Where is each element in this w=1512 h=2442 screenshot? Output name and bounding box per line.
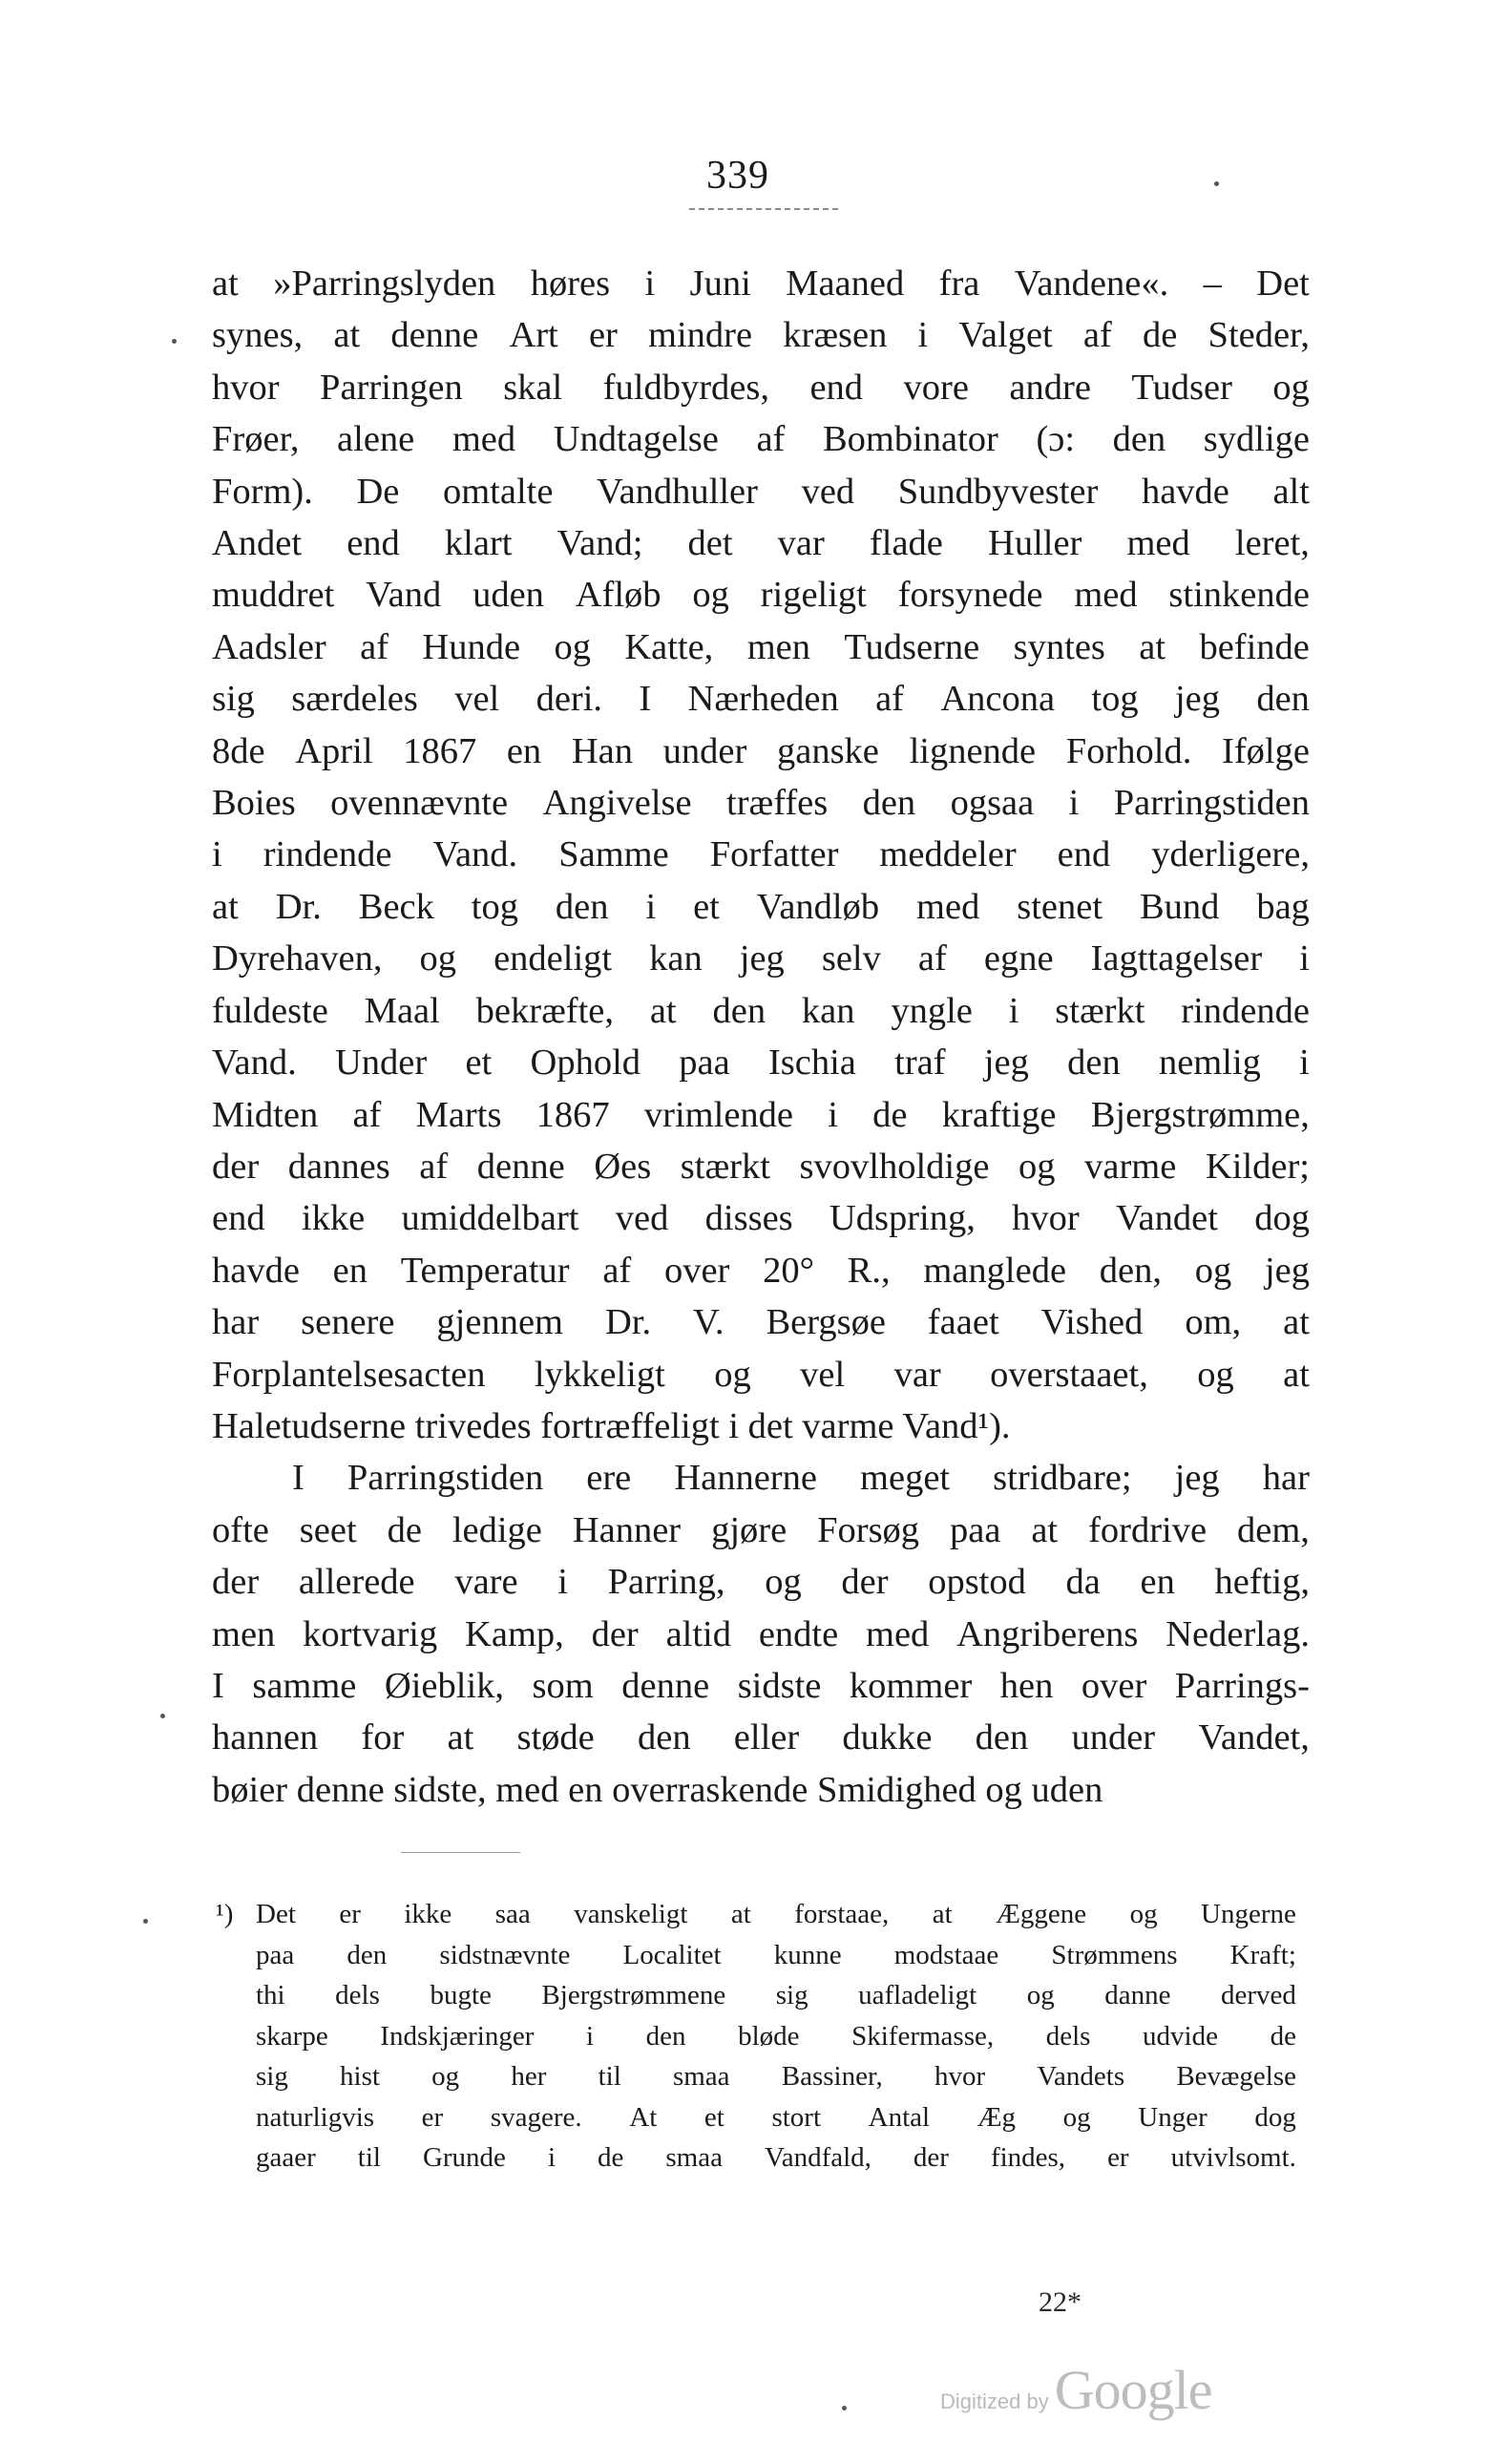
google-logo: Google bbox=[1054, 2359, 1212, 2421]
body-line: sig særdeles vel deri. I Nærheden af Ancona tog jeg den bbox=[212, 679, 1310, 720]
footnote-marker: ¹) bbox=[216, 1899, 234, 1929]
page-number-rule bbox=[689, 208, 838, 210]
body-line: at Dr. Beck tog den i et Vandløb med stenet Bund bag bbox=[212, 886, 1310, 927]
footnote-line: paa den sidstnævnte Localitet kunne modstaae Strømmens Kraft; bbox=[256, 1939, 1296, 1970]
footnote-line: thi dels bugte Bjergstrømmene sig uafladeligt og danne derved bbox=[256, 1980, 1296, 2010]
scan-speck bbox=[143, 1919, 148, 1924]
body-line: men kortvarig Kamp, der altid endte med Angriberens Nederlag. bbox=[212, 1613, 1310, 1654]
body-line: hannen for at støde den eller dukke den under Vandet, bbox=[212, 1717, 1310, 1758]
body-line: har senere gjennem Dr. V. Bergsøe faaet Vished om, at bbox=[212, 1302, 1310, 1343]
body-line: der dannes af denne Øes stærkt svovlholdige og varme Kilder; bbox=[212, 1146, 1310, 1187]
footnote-line: Det er ikke saa vanskeligt at forstaae, at Æggene og Ungerne bbox=[256, 1899, 1296, 1929]
signature-mark: 22* bbox=[1039, 2286, 1082, 2318]
body-line: at »Parringslyden høres i Juni Maaned fra Vandene«. – Det bbox=[212, 263, 1310, 304]
scan-speck bbox=[172, 339, 177, 344]
body-line: havde en Temperatur af over 20° R., manglede den, og jeg bbox=[212, 1250, 1310, 1291]
body-line: Midten af Marts 1867 vrimlende i de kraftige Bjergstrømme, bbox=[212, 1094, 1310, 1135]
body-line: Forplantelsesacten lykkeligt og vel var overstaaet, og at bbox=[212, 1354, 1310, 1395]
body-line: Frøer, alene med Undtagelse af Bombinator (ɔ: den sydlige bbox=[212, 419, 1310, 460]
footnote-line: skarpe Indskjæringer i den bløde Skifermasse, dels udvide de bbox=[256, 2020, 1296, 2052]
body-line: Vand. Under et Ophold paa Ischia traf jeg den nemlig i bbox=[212, 1042, 1310, 1084]
footnote bbox=[216, 1894, 1296, 2179]
digitized-by-label: Digitized by bbox=[940, 2389, 1049, 2413]
body-line: Aadsler af Hunde og Katte, men Tudserne syntes at befinde bbox=[212, 626, 1310, 667]
body-line: Haletudserne trivedes fortræffeligt i det varme Vand¹). bbox=[212, 1405, 1011, 1446]
footnote-text bbox=[256, 1894, 1296, 2179]
footnote-line: gaaer til Grunde i de smaa Vandfald, der findes, er utvivlsomt. bbox=[256, 2142, 1296, 2173]
footnote-line: sig hist og her til smaa Bassiner, hvor Vandets Bevægelse bbox=[256, 2061, 1296, 2092]
scan-speck bbox=[842, 2406, 847, 2410]
scan-speck bbox=[1214, 181, 1219, 186]
body-line: synes, at denne Art er mindre kræsen i Valget af de Steder, bbox=[212, 315, 1310, 356]
body-line: 8de April 1867 en Han under ganske lignende Forhold. Ifølge bbox=[212, 730, 1310, 771]
body-line: der allerede vare i Parring, og der opstod da en heftig, bbox=[212, 1562, 1310, 1603]
body-line: fuldeste Maal bekræfte, at den kan yngle i stærkt rindende bbox=[212, 990, 1310, 1031]
body-line: Boies ovennævnte Angivelse træffes den ogsaa i Parringstiden bbox=[212, 783, 1310, 824]
scan-speck bbox=[160, 1714, 165, 1718]
body-text bbox=[212, 258, 1310, 1816]
body-line: Form). De omtalte Vandhuller ved Sundbyvester havde alt bbox=[212, 471, 1310, 512]
body-line: Andet end klart Vand; det var flade Huller med leret, bbox=[212, 523, 1310, 564]
body-line: bøier denne sidste, med en overraskende Smidighed og uden bbox=[212, 1769, 1103, 1810]
digitized-watermark bbox=[940, 2358, 1211, 2422]
body-line: ofte seet de ledige Hanner gjøre Forsøg paa at fordrive dem, bbox=[212, 1509, 1310, 1550]
body-line: hvor Parringen skal fuldbyrdes, end vore andre Tudser og bbox=[212, 367, 1310, 408]
body-line: I samme Øieblik, som denne sidste kommer hen over Parrings- bbox=[212, 1665, 1310, 1706]
body-line: i rindende Vand. Samme Forfatter meddeler end yderligere, bbox=[212, 834, 1310, 875]
body-line: I Parringstiden ere Hannerne meget stridbare; jeg har bbox=[292, 1458, 1310, 1499]
body-line: Dyrehaven, og endeligt kan jeg selv af egne Iagttagelser i bbox=[212, 938, 1310, 979]
body-line: end ikke umiddelbart ved disses Udspring, hvor Vandet dog bbox=[212, 1198, 1310, 1239]
footnote-line: naturligvis er svagere. At et stort Antal Æg og Unger dog bbox=[256, 2101, 1296, 2133]
footnote-divider bbox=[401, 1852, 520, 1853]
page-number: 339 bbox=[706, 154, 769, 198]
body-line: muddret Vand uden Afløb og rigeligt forsynede med stinkende bbox=[212, 575, 1310, 616]
